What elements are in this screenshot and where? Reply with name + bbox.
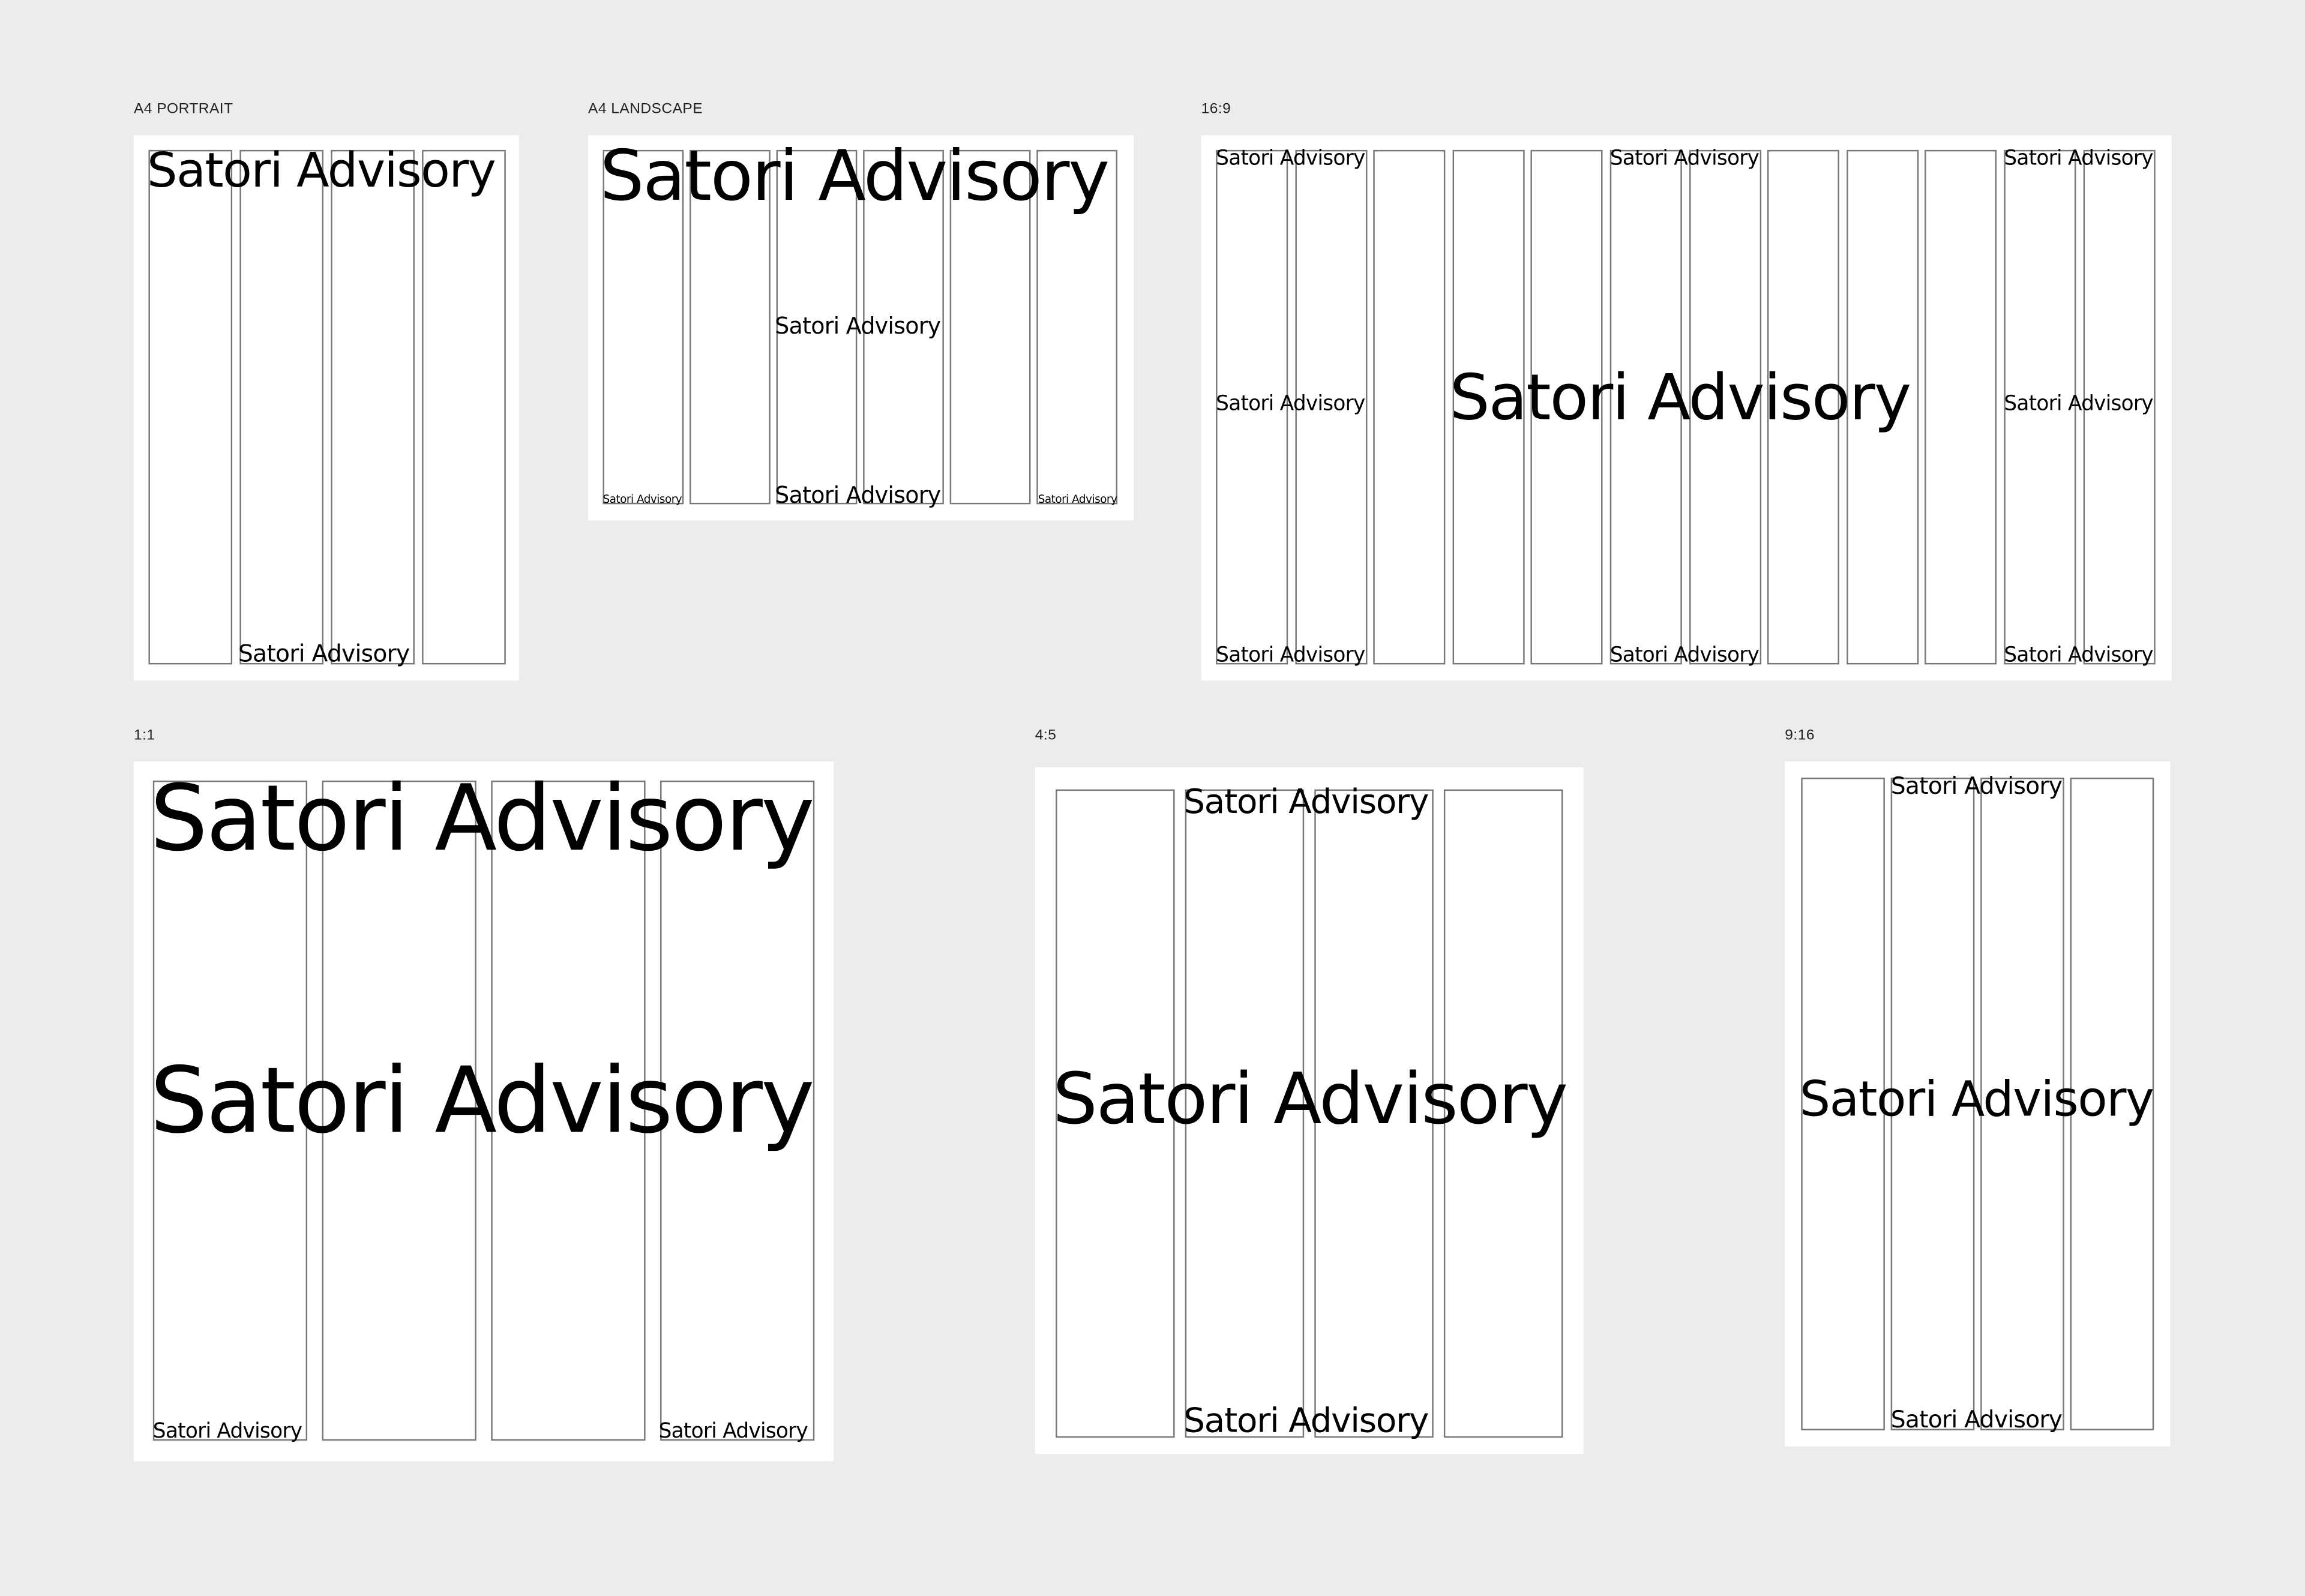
grid-column: [1373, 150, 1445, 665]
brand-wordmark: Satori Advisory: [1890, 1405, 2063, 1433]
brand-wordmark: Satori Advisory: [1183, 1402, 1429, 1441]
artboard-4-5[interactable]: [1035, 767, 1584, 1454]
brand-wordmark: Satori Advisory: [2004, 644, 2153, 668]
brand-wordmark: Satori Advisory: [1183, 783, 1429, 822]
brand-wordmark: Satori Advisory: [2004, 147, 2153, 171]
grid-column: [1925, 150, 1997, 665]
artboard-a4-landscape[interactable]: [588, 135, 1134, 520]
brand-wordmark: Satori Advisory: [147, 142, 496, 199]
brand-wordmark: Satori Advisory: [152, 1420, 302, 1444]
brand-wordmark: Satori Advisory: [1216, 392, 1365, 416]
brand-wordmark: Satori Advisory: [1038, 492, 1117, 506]
format-label-a4-portrait: A4 PORTRAIT: [133, 101, 233, 118]
brand-wordmark: Satori Advisory: [2004, 392, 2153, 416]
brand-wordmark: Satori Advisory: [1449, 361, 1911, 436]
brand-wordmark: Satori Advisory: [1053, 1058, 1567, 1141]
artboard-16-9[interactable]: [1201, 135, 2172, 680]
brand-wordmark: Satori Advisory: [238, 639, 410, 668]
grid-column: [331, 150, 415, 665]
brand-wordmark: Satori Advisory: [775, 313, 941, 340]
brand-wordmark: Satori Advisory: [775, 482, 941, 509]
artboard-1-1[interactable]: [134, 761, 834, 1461]
artboard-a4-portrait[interactable]: [134, 135, 519, 680]
brand-wordmark: Satori Advisory: [1609, 644, 1760, 668]
brand-wordmark: Satori Advisory: [149, 1046, 813, 1154]
brand-wordmark: Satori Advisory: [1216, 147, 1365, 171]
brand-wordmark: Satori Advisory: [658, 1420, 808, 1444]
grid-column: [239, 150, 323, 665]
brand-wordmark: Satori Advisory: [1216, 644, 1365, 668]
brand-wordmark: Satori Advisory: [1799, 1070, 2154, 1128]
grid-column: [148, 150, 232, 665]
format-label-16-9: 16:9: [1201, 101, 1231, 118]
format-label-1-1: 1:1: [133, 727, 155, 744]
brand-wordmark: Satori Advisory: [149, 764, 813, 872]
artboard-9-16[interactable]: [1785, 761, 2170, 1447]
brand-wordmark: Satori Advisory: [600, 136, 1108, 218]
brand-wordmark: Satori Advisory: [1609, 147, 1760, 171]
brand-wordmark: Satori Advisory: [1890, 772, 2063, 800]
brand-wordmark: Satori Advisory: [603, 492, 682, 506]
grid-column: [422, 150, 506, 665]
format-label-9-16: 9:16: [1785, 727, 1815, 744]
format-label-a4-landscape: A4 LANDSCAPE: [588, 101, 703, 118]
format-label-4-5: 4:5: [1035, 727, 1057, 744]
